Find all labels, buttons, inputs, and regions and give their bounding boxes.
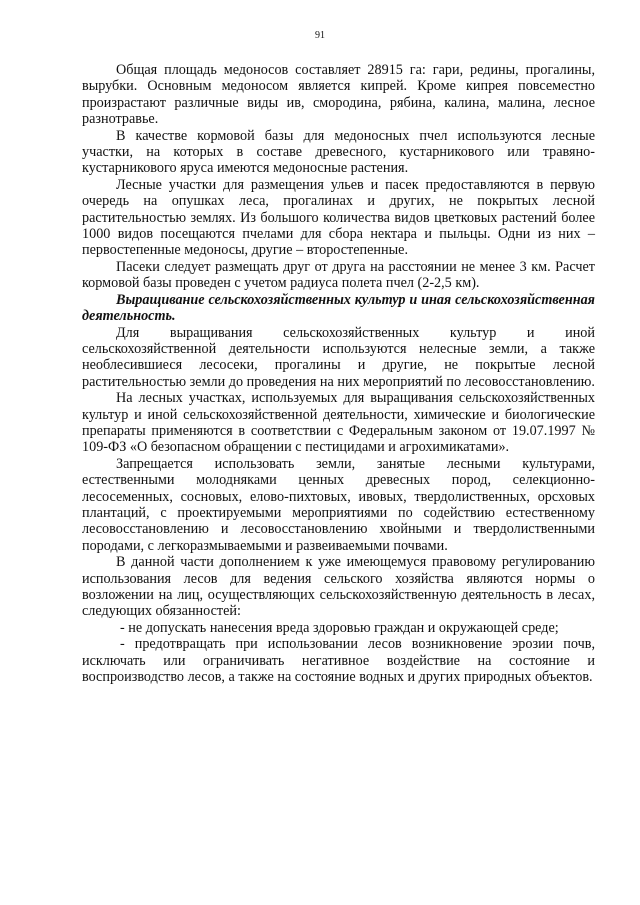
paragraph-legal-regulation: В данной части дополнением к уже имеющемуся правовому регулированию использования лесов для ведения сельского хозяйства являются нормы о возложении на лиц, осуществляющих сельскохозяйственную деятельность в лесах, следующих обязанностей: [82, 554, 595, 620]
paragraph-honey-plants-area: Общая площадь медоносов составляет 28915 га: гари, редины, прогалины, вырубки. Основным медоносом является кипрей. Кроме кипрея повсеместно произрастают различные виды ив, смородина, рябина, калина, малина, лесное разнотравье. [82, 62, 595, 128]
list-item-no-harm: - не допускать нанесения вреда здоровью граждан и окружающей среде; [120, 619, 559, 636]
paragraph-land-use: Для выращивания сельскохозяйственных культур и иной сельскохозяйственной деятельности используются нелесные земли, а также необлесившиеся лесосеки, прогалины и другие, не покрытые лесной растительностью земли до проведения на них мероприятий по лесовосстановлению. [82, 324, 595, 390]
page-number: 91 [315, 30, 325, 41]
paragraph-apiary-distance: Пасеки следует размещать друг от друга на расстоянии не менее 3 км. Расчет кормовой базы проведен с учетом радиуса полета пчел (2-2,5 км). [82, 258, 595, 292]
list-item-prevent-erosion: - предотвращать при использовании лесов возникновение эрозии почв, исключать или ограничивать негативное воздействие на состояние и воспроизводство лесов, а также на состояние водных и других природных объектов. [82, 636, 595, 686]
document-body [82, 62, 595, 685]
paragraph-pesticides-law: На лесных участках, используемых для выращивания сельскохозяйственных культур и иной сельскохозяйственной деятельности, химические и биологические препараты применяются в соответствии с Федеральным законом от 19.07.1997 № 109-ФЗ «О безопасном обращении с пестицидами и агрохимикатами». [82, 390, 595, 456]
paragraph-prohibited-lands: Запрещается использовать земли, занятые лесными культурами, естественными молодняками ценных древесных пород, селекционно-лесосеменных, сосновых, елово-пихтовых, ивовых, твердолиственных, орсховых плантаций, с проектируемыми мероприятиями по содействию естественному лесовосстановлению и лесовосстановлению хвойными и твердолиственными породами, с легкоразмываемыми и развеиваемыми почвами. [82, 455, 595, 554]
paragraph-forage-base: В качестве кормовой базы для медоносных пчел используются лесные участки, на которых в составе древесного, кустарникового или травяно-кустарникового яруса имеются медоносные растения. [82, 127, 595, 177]
section-heading-agriculture: Выращивание сельскохозяйственных культур и иная сельскохозяйственная деятельность. [82, 291, 595, 325]
paragraph-apiary-placement: Лесные участки для размещения ульев и пасек предоставляются в первую очередь на опушках леса, прогалинах и других, не покрытых лесной растительностью землях. Из большого количества видов цветковых растений более 1000 видов посещаются пчелами для сбора нектара и пыльцы. Одни из них – первостепенные медоносы, другие – второстепенные. [82, 176, 595, 259]
